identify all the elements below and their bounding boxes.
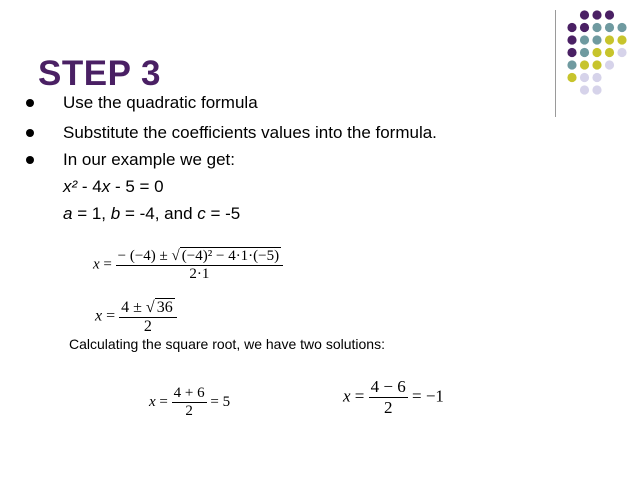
sqrt-icon: √ 36 [145,299,173,316]
bullet-text: Use the quadratic formula [63,93,258,112]
decorative-dot [592,48,601,57]
formula-numerator [116,247,284,265]
decorative-dot [580,10,589,19]
formula-denominator: 2·1 [116,265,284,283]
bullet-dot-icon [26,156,34,164]
decorative-dot [567,23,576,32]
coef-c-val: = -5 [205,204,241,223]
decorative-dot [580,60,589,69]
solution-result: = −1 [411,386,444,406]
formula-x-label: x [93,256,100,273]
formula-simplified [95,298,177,336]
example-equation [63,177,164,197]
solution-result: = 5 [210,393,231,410]
coef-b-val: = -4, and [120,204,198,223]
bullet-text: In our example we get: [63,150,235,169]
decorative-dot [617,35,626,44]
formula-equals: = [103,256,112,273]
solution-equals: = [159,393,168,410]
bullet-text: Substitute the coefficients values into the formula. [63,123,437,142]
formula-denominator: 2 [119,317,177,336]
solution-numerator: 4 + 6 [173,385,205,401]
solution-x-label: x [149,393,156,410]
decorative-dot [605,48,614,57]
numerator-prefix: 4 ± [121,299,146,316]
decorative-dot [567,35,576,44]
formula-numerator [119,298,177,317]
radicand: 36 [156,299,173,316]
decorative-dot [580,35,589,44]
solution-numerator: 4 − 6 [370,377,406,396]
formula-equals: = [106,307,116,325]
solution-fraction [369,377,408,418]
decorative-dot [592,23,601,32]
decorative-dot [592,60,601,69]
sqrt-icon: √ (−4)² − 4·1·(−5) [171,248,280,264]
decorative-dot [580,23,589,32]
bullet-dot-icon [26,129,34,137]
solution-x-label: x [343,386,351,406]
equation-part: - 4 [77,177,102,196]
solution-fraction [172,385,207,420]
decorative-dot [592,10,601,19]
coef-a-val: = 1, [72,204,111,223]
decorative-dot [592,73,601,82]
solution-denominator: 2 [369,397,408,418]
solution-negative [343,377,444,418]
formula-substituted [93,247,283,283]
decorative-dot [567,48,576,57]
decorative-dot [580,48,589,57]
decorative-dot [605,35,614,44]
decorative-dot [617,48,626,57]
solutions-note: Calculating the square root, we have two solutions: [69,336,385,352]
numerator-prefix: − (−4) ± [117,248,172,264]
decorative-dot [605,23,614,32]
decorative-dot [567,73,576,82]
decorative-dot [605,10,614,19]
coef-c-var: c [197,204,206,223]
formula-x-label: x [95,307,103,325]
decorative-dot [580,85,589,94]
radicand: (−4)² − 4·1·(−5) [181,248,280,264]
solution-denominator: 2 [172,402,207,420]
decorative-vertical-line [555,10,556,117]
coef-a-var: a [63,204,73,223]
decorative-dot [567,60,576,69]
equation-variable: x [101,177,111,196]
equation-x-squared: x² [63,177,78,196]
slide-title: STEP 3 [38,54,161,93]
formula-fraction [119,298,177,336]
decorative-dot [617,23,626,32]
decorative-dot [605,60,614,69]
formula-fraction [116,247,284,283]
bullet-dot-icon [26,99,34,107]
equation-part: - 5 = 0 [110,177,164,196]
solution-equals: = [354,386,365,406]
decorative-dot [592,35,601,44]
solution-positive [149,385,230,420]
coefficients-line [63,204,240,224]
decorative-dot [592,85,601,94]
coef-b-var: b [110,204,121,223]
decorative-dot [580,73,589,82]
